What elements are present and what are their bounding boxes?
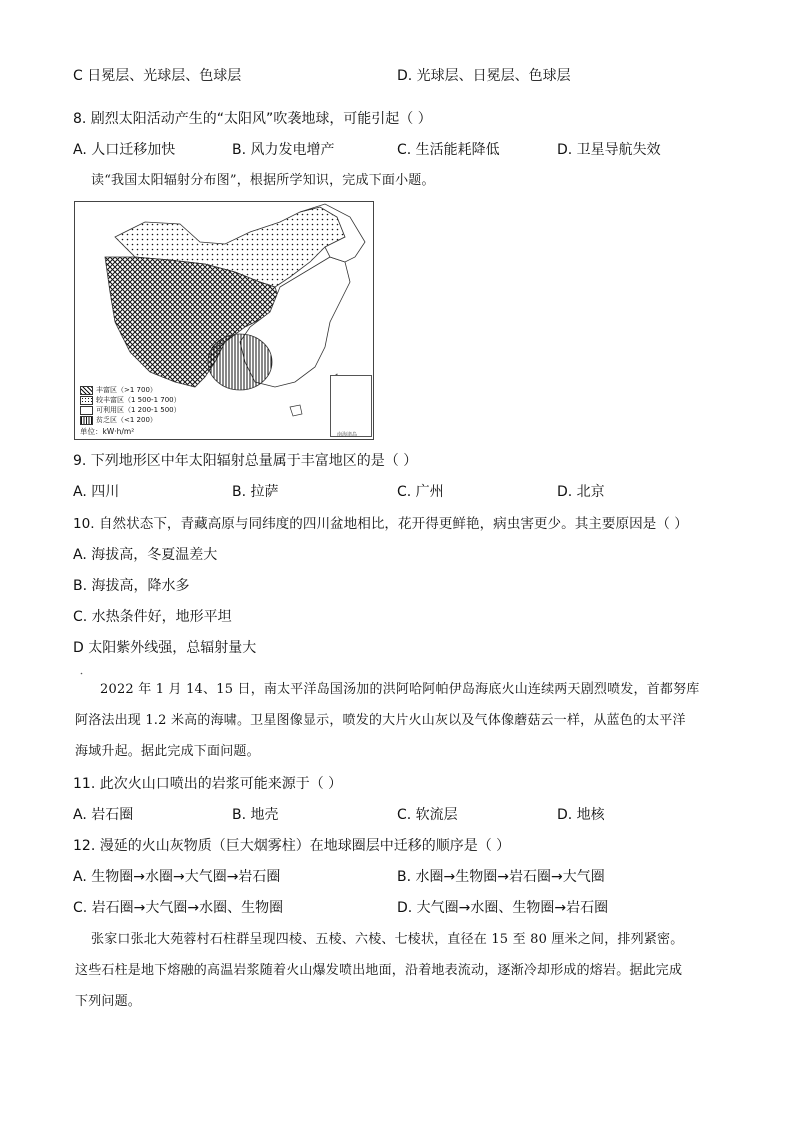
- q12-option-a: A. 生物圈→水圈→大气圈→岩石圈: [73, 869, 281, 885]
- map-unit: 单位：kW·h/m²: [80, 427, 135, 436]
- q9-option-d: D. 北京: [557, 484, 605, 500]
- legend-fairly-rich: 较丰富区（1 500-1 700）: [80, 395, 181, 405]
- intro-tonga-line1: 2022 年 1 月 14、15 日，南太平洋岛国汤加的洪阿哈阿帕伊岛海底火山连续两天剧烈喷发，首都努库: [100, 682, 700, 697]
- q7-option-d: D. 光球层、日冕层、色球层: [397, 68, 571, 84]
- legend-usable: 可利用区（1 200-1 500）: [80, 405, 181, 415]
- legend-rich: 丰富区（>1 700）: [80, 385, 181, 395]
- intro-map-instruction: 读“我国太阳辐射分布图”，根据所学知识，完成下面小题。: [91, 173, 435, 188]
- q9-stem: 9. 下列地形区中年太阳辐射总量属于丰富地区的是（ ）: [73, 453, 418, 469]
- q11-option-c: C. 软流层: [397, 807, 458, 823]
- q11-option-d: D. 地核: [557, 807, 605, 823]
- legend-poor: 贫乏区（<1 200）: [80, 415, 181, 425]
- q10-option-b: B. 海拔高，降水多: [73, 578, 190, 594]
- q11-stem: 11. 此次火山口喷出的岩浆可能来源于（ ）: [73, 776, 343, 792]
- q11-option-a: A. 岩石圈: [73, 807, 134, 823]
- q8-option-a: A. 人口迁移加快: [73, 142, 176, 158]
- south-china-sea-inset: [330, 375, 372, 437]
- q8-option-b: B. 风力发电增产: [232, 142, 335, 158]
- q12-option-b: B. 水圈→生物圈→岩石圈→大气圈: [397, 869, 605, 885]
- q12-option-d: D. 大气圈→水圈、生物圈→岩石圈: [397, 900, 609, 916]
- dotted-swatch-icon: [80, 396, 93, 405]
- blank-swatch-icon: [80, 406, 93, 415]
- q8-option-c: C. 生活能耗降低: [397, 142, 500, 158]
- intro-basalt-line3: 下列问题。: [75, 994, 142, 1009]
- intro-basalt-line1: 张家口张北大苑蓉村石柱群呈现四棱、五棱、六棱、七棱状，直径在 15 至 80 厘米之间，排列紧密。: [91, 932, 684, 947]
- q10-stem: 10. 自然状态下，青藏高原与同纬度的四川盆地相比，花开得更鲜艳，病虫害更少。其主要原因是（ ）: [73, 516, 688, 532]
- q12-stem: 12. 漫延的火山灰物质（巨大烟雾柱）在地球圈层中迁移的顺序是（ ）: [73, 838, 511, 854]
- q9-option-c: C. 广州: [397, 484, 444, 500]
- solar-radiation-map: [74, 201, 374, 440]
- q7-option-c: C 日冕层、光球层、色球层: [73, 68, 242, 84]
- cross-hatch-swatch-icon: [80, 386, 93, 395]
- intro-tonga-line3: 海域升起。据此完成下面问题。: [75, 744, 260, 759]
- q8-stem: 8. 剧烈太阳活动产生的“太阳风”吹袭地球，可能引起（ ）: [73, 111, 432, 127]
- intro-basalt-line2: 这些石柱是地下熔融的高温岩浆随着火山爆发喷出地面，沿着地表流动，逐渐冷却形成的熔岩。据此完成: [75, 963, 683, 978]
- inset-label: 南海诸岛: [337, 432, 358, 438]
- q10-option-a: A. 海拔高，冬夏温差大: [73, 547, 218, 563]
- q12-option-c: C. 岩石圈→大气圈→水圈、生物圈: [73, 900, 284, 916]
- q8-option-d: D. 卫星导航失效: [557, 142, 661, 158]
- intro-tonga-line2: 阿洛法出现 1.2 米高的海啸。卫星图像显示，喷发的大片火山灰以及气体像蘑菇云一样，从蓝色的太平洋: [75, 713, 686, 728]
- q11-option-b: B. 地壳: [232, 807, 279, 823]
- vertical-lines-swatch-icon: [80, 416, 93, 425]
- stray-dot: [80, 660, 83, 663]
- q10-option-c: C. 水热条件好，地形平坦: [73, 609, 232, 625]
- q9-option-b: B. 拉萨: [232, 484, 279, 500]
- map-legend: [80, 385, 181, 425]
- q9-option-a: A. 四川: [73, 484, 120, 500]
- q10-option-d: D 太阳紫外线强，总辐射量大: [73, 640, 257, 656]
